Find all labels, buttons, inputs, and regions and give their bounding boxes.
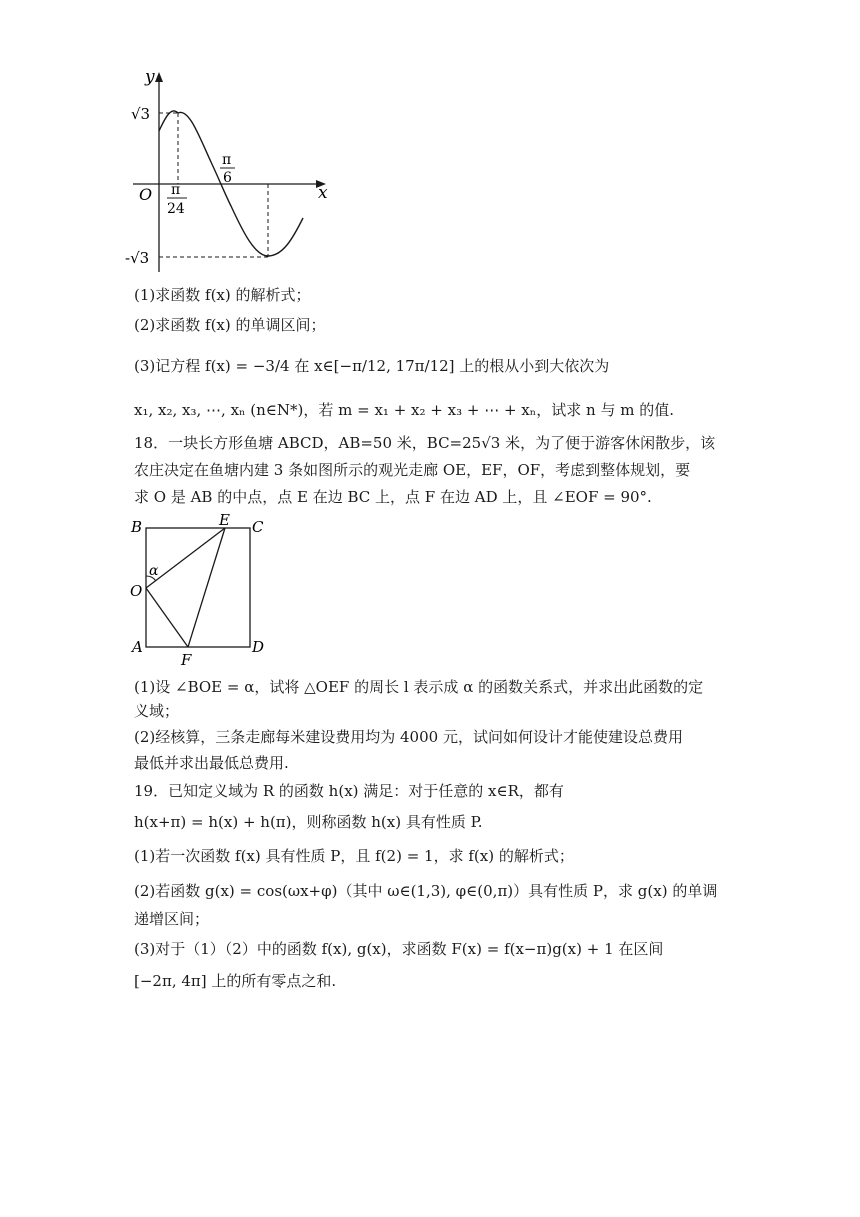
sine-graph-figure — [125, 66, 335, 276]
q17-part3: (3)记方程 f(x) = −3/4 在 x∈[−π/12, 17π/12] 上的根从小到大依次为 — [134, 357, 610, 375]
q19-part2: (2)若函数 g(x) = cos(ωx+φ)（其中 ω∈(1,3), φ∈(0,π)）具有性质 P，求 g(x) 的单调 — [134, 882, 718, 900]
tick-pi6-num: π — [222, 152, 232, 168]
label-d: D — [252, 638, 265, 656]
segment-of — [146, 588, 188, 647]
q17-part1: (1)求函数 f(x) 的解析式； — [134, 286, 311, 304]
q18-line3: 求 O 是 AB 的中点，点 E 在边 BC 上，点 F 在边 AD 上，且 ∠EOF = 90°. — [134, 488, 652, 506]
q17-part2: (2)求函数 f(x) 的单调区间； — [134, 316, 326, 334]
q18-part1-cont: 义域； — [134, 702, 180, 720]
q18-line1: 18．一块长方形鱼塘 ABCD，AB=50 米，BC=25√3 米，为了便于游客休闲散步，该 — [134, 434, 716, 452]
max-value-label: √3 — [131, 105, 151, 123]
y-axis-arrow-icon — [155, 72, 163, 82]
q19-part3-cont: [−2π, 4π] 上的所有零点之和. — [134, 972, 337, 990]
pond-figure — [128, 510, 278, 670]
min-value-label: -√3 — [125, 249, 150, 267]
q18-part2: (2)经核算，三条走廊每米建设费用均为 4000 元，试问如何设计才能使建设总费用 — [134, 728, 683, 746]
segment-ef — [188, 528, 225, 647]
label-f: F — [181, 651, 192, 669]
q19-part2-cont: 递增区间； — [134, 910, 210, 928]
segment-oe — [146, 528, 225, 588]
q18-line2: 农庄决定在鱼塘内建 3 条如图所示的观光走廊 OE，EF，OF，考虑到整体规划，要 — [134, 461, 691, 479]
label-o: O — [130, 582, 143, 600]
y-axis-label: y — [145, 67, 155, 87]
q19-line1: 19．已知定义域为 R 的函数 h(x) 满足：对于任意的 x∈R，都有 — [134, 782, 564, 800]
tick-pi6-den: 6 — [223, 170, 232, 186]
tick-pi24-den: 24 — [167, 201, 185, 217]
q19-line2: h(x+π) = h(x) + h(π)，则称函数 h(x) 具有性质 P. — [134, 813, 483, 831]
x-axis-label: x — [318, 183, 328, 203]
label-b: B — [131, 518, 143, 536]
origin-label: O — [139, 185, 153, 204]
q19-part3: (3)对于（1）（2）中的函数 f(x), g(x)，求函数 F(x) = f(x−π)g(x) + 1 在区间 — [134, 940, 664, 958]
label-a: A — [132, 638, 143, 656]
q17-part3-cont: x₁, x₂, x₃, ⋯, xₙ (n∈N*)，若 m = x₁ + x₂ + x₃ + ⋯ + xₙ，试求 n 与 m 的值. — [134, 401, 674, 419]
pond-rectangle — [146, 528, 250, 647]
q18-part1: (1)设 ∠BOE = α，试将 △OEF 的周长 l 表示成 α 的函数关系式，并求出此函数的定 — [134, 678, 704, 696]
q19-part1: (1)若一次函数 f(x) 具有性质 P，且 f(2) = 1，求 f(x) 的解析式； — [134, 847, 574, 865]
label-e: E — [219, 511, 230, 529]
label-alpha: α — [149, 563, 159, 579]
q18-part2-cont: 最低并求出最低总费用. — [134, 754, 289, 772]
label-c: C — [252, 518, 264, 536]
tick-pi24-num: π — [171, 182, 181, 198]
